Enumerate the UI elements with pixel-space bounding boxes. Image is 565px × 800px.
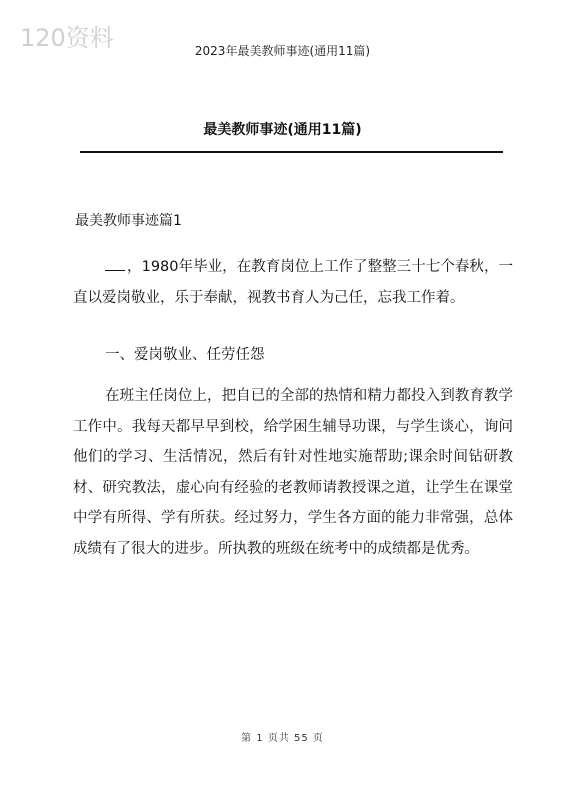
paragraph-intro-text: ，1980年毕业，在教育岗位上工作了整整三十七个春秋，一直以爱岗敬业，乐于奉献，视教书育人为己任，忘我工作着。	[73, 259, 513, 306]
title-divider	[80, 151, 503, 153]
paragraph-intro	[73, 252, 513, 313]
name-blank	[105, 258, 125, 271]
running-header: 2023年最美教师事迹(通用11篇)	[194, 44, 371, 58]
paragraph-subheading: 一、爱岗敬业、任劳任怨	[105, 347, 265, 363]
page-number: 第 1 页共 55 页	[241, 733, 324, 744]
paragraph-body: 在班主任岗位上，把自已的全部的热情和精力都投入到教育教学工作中。我每天都早早到校，给学困生辅导功课，与学生谈心，询问他们的学习、生活情况，然后有针对性地实施帮助;课余时间钻研教材、研究教法，虚心向有经验的老教师请教授课之道，让学生在课堂中学有所得、学有所获。经过努力，学生各方面的能力非常强，总体成绩有了很大的进步。所执教的班级在统考中的成绩都是优秀。	[73, 388, 513, 557]
section-heading: 最美教师事迹篇1	[75, 213, 182, 229]
watermark-logo: 120资料	[20, 24, 114, 52]
document-title: 最美教师事迹(通用11篇)	[203, 122, 362, 138]
